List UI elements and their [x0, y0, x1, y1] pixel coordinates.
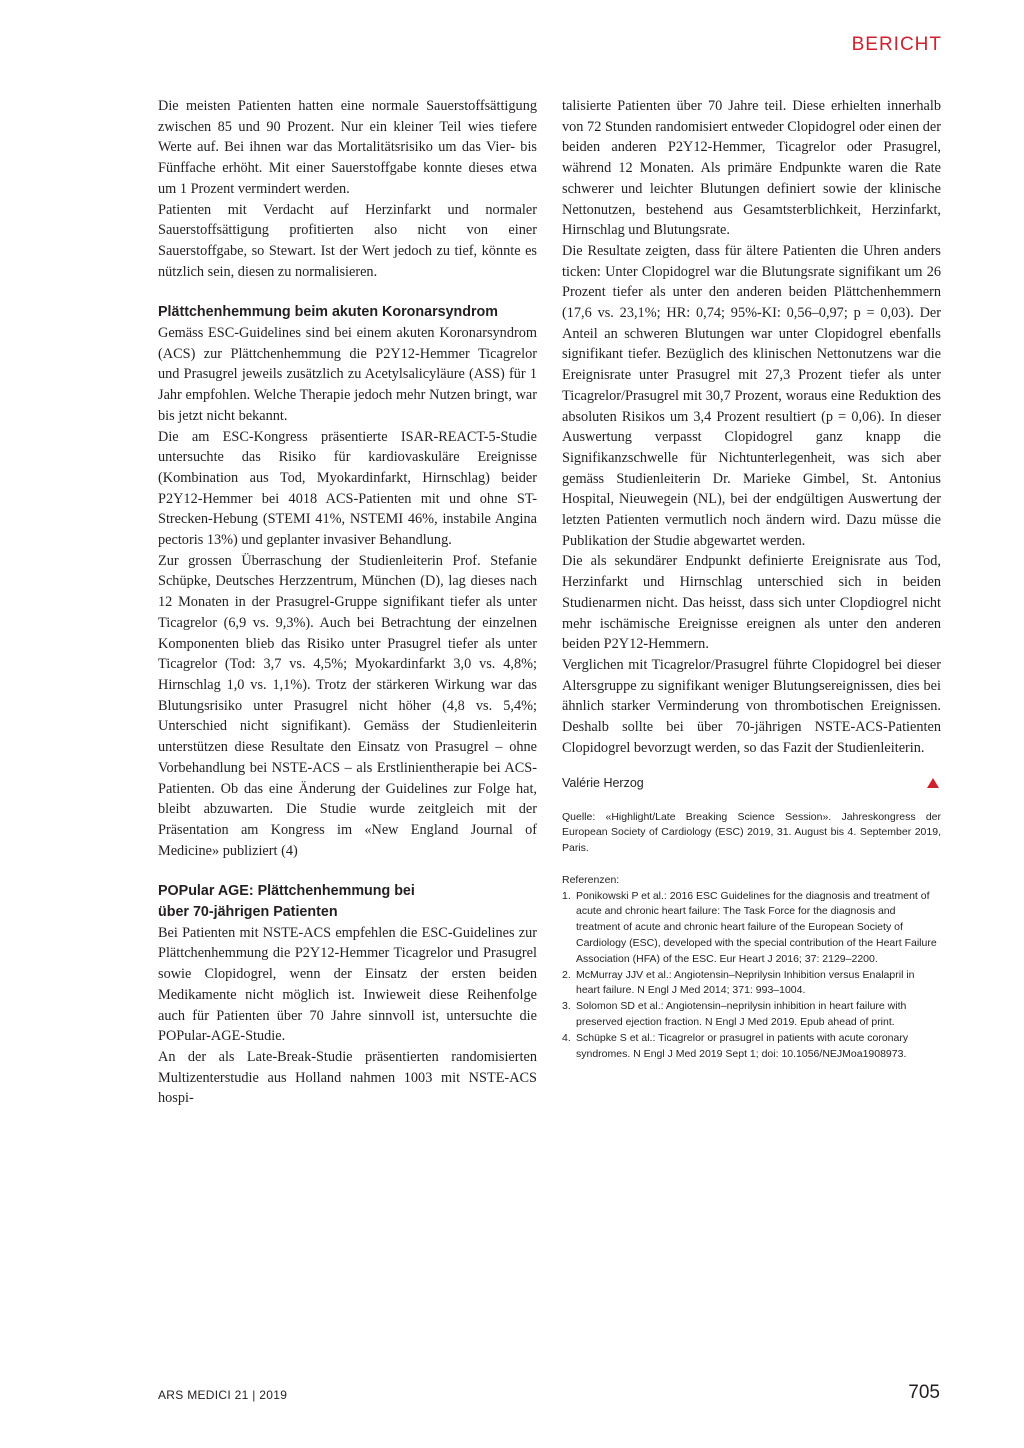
reference-number: 4. — [562, 1031, 571, 1044]
paragraph: Die Resultate zeigten, dass für ältere Patienten die Uhren anders ticken: Unter Clopidogrel war die Blutungsrate signifikant um 26 Prozent tiefer als unter den anderen beiden Plättchenhemmern (17,6 vs. 23,1%; HR: 0,74; 95%-KI: 0,56–0,97; p = 0,03). Der Anteil an schweren Blutungen war unter Clopidogrel ebenfalls signifikant tiefer. Bezüglich des klinischen Nettonutzens war die Ereignisrate unter Prasugrel mit 27,3 Prozent tiefer als unter Ticagrelor/Prasugrel mit 30,7 Prozent, woraus eine Reduktion des absoluten Risikos um 3,4 Prozent resultiert (p = 0,06). In dieser Auswertung verpasst Clopidogrel ganz knapp die Signifikanzschwelle für Nichtunterlegenheit, was sich aber gemäss Studienleiterin Dr. Marieke Gimbel, St. Antonius Hospital, Nieuwegein (NL), bei der endgültigen Auswertung der letzten Patienten vermutlich noch ändern wird. Dazu müsse die Publikation der Studie abgewartet werden. — [562, 242, 941, 549]
paragraph: An der als Late-Break-Studie präsentierten randomisierten Multizenterstudie aus Holland nahmen 1003 mit NSTE-ACS hospi- — [158, 1048, 537, 1107]
author-name: Valérie Herzog — [562, 775, 644, 790]
reference-list — [562, 889, 941, 1063]
reference-text: Schüpke S et al.: Ticagrelor or prasugrel in patients with acute coronary syndromes. N Engl J Med 2019 Sept 1; doi: 10.1056/NEJMoa1908973. — [576, 1031, 909, 1060]
paragraph: Verglichen mit Ticagrelor/Prasugrel führte Clopidogrel bei dieser Altersgruppe zu signifikant weniger Blutungsereignissen, dies bei ähnlich starker Verminderung von thrombotischen Ereignissen. Deshalb sollte bei über 70-jährigen NSTE-ACS-Patienten Clopidogrel bevorzugt werden, so das Fazit der Studienleiterin. — [562, 656, 941, 756]
reference-number: 1. — [562, 889, 571, 902]
paragraph: Patienten mit Verdacht auf Herzinfarkt und normaler Sauerstoffsättigung profitierten also nicht von einer Sauerstoffgabe, so Stewart. Ist der Wert jedoch zu tief, könnte es nützlich sein, diesen zu normalisieren. — [158, 201, 537, 280]
section-heading-line: über 70-jährigen Patienten — [158, 904, 338, 921]
paragraph: Zur grossen Überraschung der Studienleiterin Prof. Stefanie Schüpke, Deutsches Herzzentrum, München (D), lag dieses nach 12 Monaten in der Prasugrel-Gruppe signifikant tiefer als unter Ticagrelor (6,9 vs. 9,3%). Auch bei Betrachtung der einzelnen Komponenten blieb das Risiko unter Prasugrel tiefer als unter Ticagrelor (Tod: 3,7 vs. 4,5%; Myokardinfarkt 3,0 vs. 4,8%; Hirnschlag 1,0 vs. 1,1%). Trotz der stärkeren Wirkung war das Blutungsrisiko unter Prasugrel nicht höher (4,8 vs. 5,4%; Unterschied nicht signifikant). Gemäss der Studienleiterin unterstützen diese Resultate den Einsatz von Prasugrel – ohne Vorbehandlung bei NSTE-ACS – als Erstlinientherapie bei ACS-Patienten. Ob das eine Änderung der Guidelines zur Folge hat, bleibt abzuwarten. Die Studie wurde zeitgleich mit der Präsentation am Kongress im «New England Journal of Medicine» publiziert (4) — [158, 552, 537, 859]
reference-text: Ponikowski P et al.: 2016 ESC Guidelines for the diagnosis and treatment of acute and chronic heart failure: The Task Force for the diagnosis and treatment of acute and chronic heart failure of the European Society of Cardiology (ESC), developed with the special contribution of the Heart Failure Association (HFA) of the ESC. Eur Heart J 2016; 37: 2129–2200. — [576, 889, 937, 965]
paragraph: Die meisten Patienten hatten eine normale Sauerstoffsättigung zwischen 85 und 90 Prozent. Nur ein kleiner Teil wies tiefere Werte auf. Bei ihnen war das Mortalitätsrisiko um das Vier- bis Fünffache erhöht. Mit einer Sauerstoffgabe konnte dieses etwa um 1 Prozent vermindert werden. — [158, 98, 537, 197]
reference-number: 3. — [562, 1000, 571, 1013]
reference-item — [562, 1031, 941, 1063]
paragraph: Bei Patienten mit NSTE-ACS empfehlen die ESC-Guidelines zur Plättchenhemmung die P2Y12-Hemmer Ticagrelor und Prasugrel sowie Clopidogrel, wenn der Einsatz der ersten beiden Medikamente nicht möglich ist. Inwieweit diese Reihenfolge auch für Patienten über 70 Jahre sinnvoll ist, untersuchte die POPular-AGE-Studie. — [158, 924, 537, 1045]
paragraph: Die als sekundärer Endpunkt definierte Ereignisrate aus Tod, Herzinfarkt und Hirnschlag unterschied sich in beiden Studienarmen nicht. Das heisst, dass sich unter Clopdiogrel nicht mehr ischämische Ereignisse ereignen als unter den anderen beiden P2Y12-Hemmern. — [562, 553, 941, 653]
reference-item — [562, 968, 941, 1000]
left-column — [158, 96, 537, 1109]
section-heading: Plättchenhemmung beim akuten Koronarsyndrom — [158, 304, 499, 321]
section-label: BERICHT — [851, 34, 942, 55]
triangle-up-icon — [927, 778, 939, 788]
reference-text: Solomon SD et al.: Angiotensin–neprilysin inhibition in heart failure with preserved ejection fraction. N Engl J Med 2019. Epub ahead of print. — [576, 1000, 907, 1029]
paragraph: talisierte Patienten über 70 Jahre teil. Diese erhielten innerhalb von 72 Stunden randomisiert entweder Clopidogrel oder einen der beiden anderen P2Y12-Hemmer, Ticagrelor oder Prasugrel, während 12 Monaten. Als primäre Endpunkte waren die Rate schwerer und leichter Blutungen definiert sowie der klinische Nettonutzen, bestehend aus Gesamtsterblichkeit, Herzinfarkt, Hirnschlag und Blutungsrate. — [562, 98, 941, 239]
author-line — [562, 774, 941, 792]
paragraph: Die am ESC-Kongress präsentierte ISAR-REACT-5-Studie untersuchte das Risiko für kardiovaskuläre Ereignisse (Kombination aus Tod, Myokardinfarkt, Hirnschlag) beider P2Y12-Hemmer bei 4018 ACS-Patienten mit und ohne ST-Strecken-Hebung (STEMI 41%, NSTEMI 46%, instabile Angina pectoris 13%) und geplanter invasiver Behandlung. — [158, 428, 537, 549]
paragraph: Gemäss ESC-Guidelines sind bei einem akuten Koronarsyndrom (ACS) zur Plättchenhemmung die P2Y12-Hemmer Ticagrelor und Prasugrel jeweils zusätzlich zu Acetylsalicyläure (ASS) für 1 Jahr empfohlen. Welche Therapie jedoch mehr Nutzen bringt, war bis jetzt nicht bekannt. — [158, 325, 537, 424]
page-number: 705 — [908, 1382, 940, 1403]
footer-journal: ARS MEDICI 21 | 2019 — [158, 1388, 288, 1402]
reference-item — [562, 889, 941, 968]
reference-text: McMurray JJV et al.: Angiotensin–Neprilysin Inhibition versus Enalapril in heart failure. N Engl J Med 2014; 371: 993–1004. — [576, 968, 915, 997]
source-note: Quelle: «Highlight/Late Breaking Science Session». Jahreskongress der European Society of Cardiology (ESC) 2019, 31. August bis 4. September 2019, Paris. — [562, 810, 941, 855]
references-heading: Referenzen: — [562, 873, 620, 886]
reference-number: 2. — [562, 968, 571, 981]
section-heading-line: POPular AGE: Plättchenhemmung bei — [158, 883, 415, 900]
right-column — [562, 96, 941, 1062]
reference-item — [562, 999, 941, 1031]
